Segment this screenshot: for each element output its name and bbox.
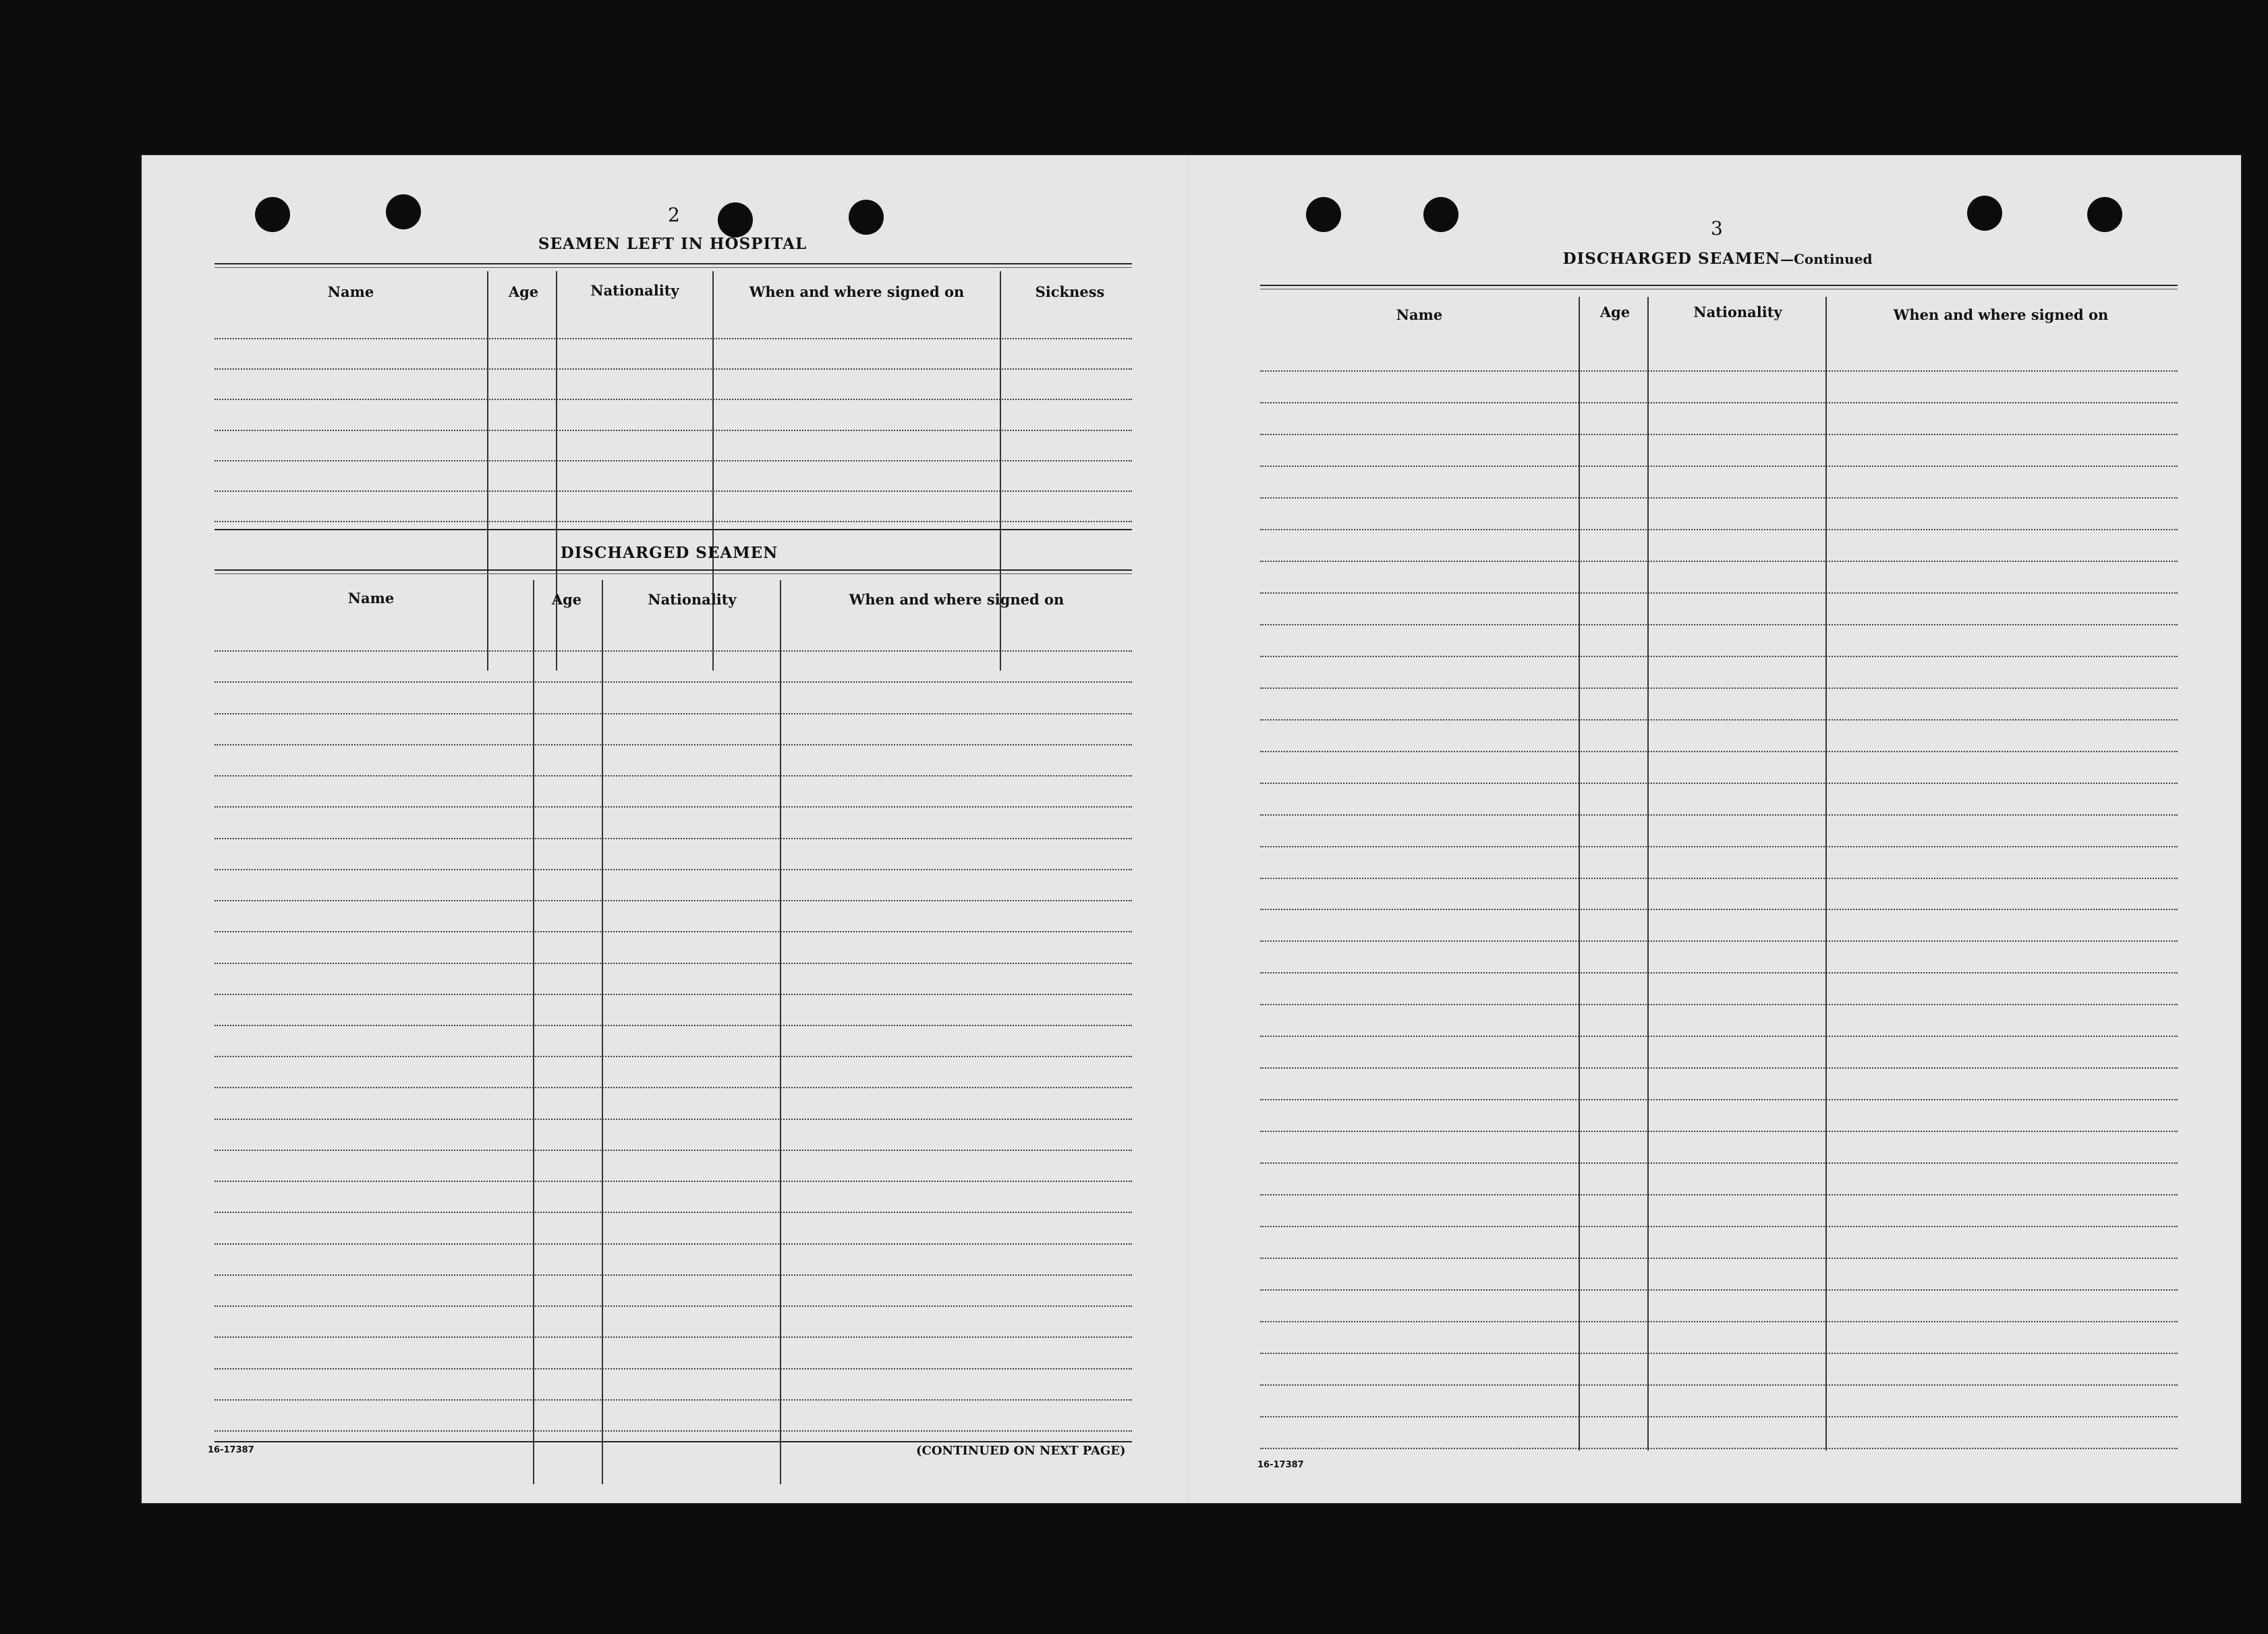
col-header-when-where: When and where signed on bbox=[849, 591, 1065, 608]
table-row-line bbox=[1260, 1384, 2178, 1386]
page-fold bbox=[1187, 155, 1189, 1503]
table-row-line bbox=[1260, 814, 2178, 816]
table-row-line bbox=[1260, 466, 2178, 467]
table-row-line bbox=[1260, 592, 2178, 594]
rule bbox=[215, 1441, 1132, 1442]
table-row-line bbox=[215, 1274, 1132, 1276]
table-row-line bbox=[215, 430, 1132, 431]
table-row-line bbox=[1260, 402, 2178, 403]
col-header-age: Age bbox=[508, 283, 539, 300]
table-row-line bbox=[1260, 1131, 2178, 1132]
table-row-line bbox=[215, 994, 1132, 995]
col-divider bbox=[533, 580, 534, 1484]
table-row-line bbox=[215, 1150, 1132, 1151]
table-row-line bbox=[1260, 846, 2178, 847]
col-header-when-where: When and where signed on bbox=[749, 283, 965, 300]
table-row-line bbox=[215, 1243, 1132, 1245]
table-row-line bbox=[1260, 1194, 2178, 1195]
table-row-line bbox=[215, 838, 1132, 839]
table-row-line bbox=[1260, 497, 2178, 499]
table-row-line bbox=[215, 869, 1132, 870]
table-row-line bbox=[1260, 1226, 2178, 1227]
table-row-line bbox=[215, 521, 1132, 522]
table-row-line bbox=[1260, 1162, 2178, 1164]
punch-hole bbox=[255, 197, 290, 232]
col-header-name: Name bbox=[1396, 306, 1443, 323]
col-divider bbox=[556, 271, 557, 671]
table-row-line bbox=[215, 806, 1132, 808]
table-row-line bbox=[215, 713, 1132, 714]
table-row-line bbox=[215, 1181, 1132, 1182]
col-header-when-where: When and where signed on bbox=[1893, 306, 2109, 323]
rule bbox=[215, 573, 1132, 574]
table-row-line bbox=[1260, 1289, 2178, 1291]
punch-hole bbox=[2087, 197, 2122, 232]
col-divider bbox=[1579, 297, 1580, 1450]
col-divider bbox=[780, 580, 781, 1484]
table-row-line bbox=[215, 338, 1132, 339]
table-row-line bbox=[215, 650, 1132, 652]
table-row-line bbox=[215, 1212, 1132, 1213]
table-row-line bbox=[215, 681, 1132, 683]
col-header-sickness: Sickness bbox=[1035, 283, 1105, 300]
table-row-line bbox=[1260, 878, 2178, 879]
table-row-line bbox=[1260, 972, 2178, 974]
table-row-line bbox=[215, 1368, 1132, 1370]
table-row-line bbox=[215, 1336, 1132, 1338]
page-number-right: 3 bbox=[1711, 217, 1723, 240]
col-header-age: Age bbox=[1599, 304, 1631, 320]
col-divider bbox=[487, 271, 488, 671]
form-sheet bbox=[142, 155, 2241, 1503]
table-row-line bbox=[215, 368, 1132, 370]
col-header-nationality: Nationality bbox=[1693, 304, 1782, 320]
discharged-seamen-continued-title bbox=[1563, 250, 1873, 268]
rule bbox=[215, 263, 1132, 264]
table-row-line bbox=[1260, 719, 2178, 721]
table-row-line bbox=[1260, 1067, 2178, 1069]
table-row-line bbox=[1260, 529, 2178, 530]
col-header-age: Age bbox=[551, 591, 582, 608]
table-row-line bbox=[1260, 656, 2178, 657]
table-row-line bbox=[215, 1025, 1132, 1026]
continued-note: (CONTINUED ON NEXT PAGE) bbox=[916, 1444, 1126, 1458]
page-number-left: 2 bbox=[668, 204, 680, 226]
col-divider bbox=[1647, 297, 1649, 1450]
punch-hole bbox=[1306, 197, 1341, 232]
col-divider bbox=[712, 271, 714, 671]
table-row-line bbox=[1260, 1416, 2178, 1417]
punch-hole bbox=[1423, 197, 1458, 232]
title-suffix: —Continued bbox=[1780, 251, 1873, 267]
table-row-line bbox=[1260, 370, 2178, 372]
table-row-line bbox=[1260, 1099, 2178, 1100]
seamen-left-in-hospital-title: SEAMEN LEFT IN HOSPITAL bbox=[538, 235, 807, 253]
table-row-line bbox=[215, 399, 1132, 400]
col-header-name: Name bbox=[327, 283, 374, 300]
table-row-line bbox=[215, 1305, 1132, 1307]
punch-hole bbox=[849, 200, 884, 235]
col-divider bbox=[1000, 271, 1001, 671]
table-row-line bbox=[215, 963, 1132, 964]
table-row-line bbox=[1260, 1321, 2178, 1322]
table-row-line bbox=[215, 1056, 1132, 1057]
table-row-line bbox=[1260, 1448, 2178, 1449]
rule bbox=[215, 529, 1132, 530]
table-row-line bbox=[215, 775, 1132, 777]
table-row-line bbox=[1260, 434, 2178, 435]
col-header-nationality: Nationality bbox=[590, 282, 679, 299]
table-row-line bbox=[1260, 687, 2178, 689]
table-row-line bbox=[1260, 624, 2178, 625]
form-number-right: 16-17387 bbox=[1257, 1460, 1304, 1470]
rule bbox=[1260, 285, 2178, 286]
col-header-name: Name bbox=[347, 590, 395, 607]
table-row-line bbox=[1260, 1004, 2178, 1005]
col-divider bbox=[602, 580, 603, 1484]
table-row-line bbox=[215, 931, 1132, 932]
table-row-line bbox=[1260, 940, 2178, 942]
table-row-line bbox=[1260, 783, 2178, 784]
punch-hole bbox=[386, 194, 421, 229]
punch-hole bbox=[718, 202, 753, 237]
table-row-line bbox=[215, 1399, 1132, 1401]
discharged-seamen-title: DISCHARGED SEAMEN bbox=[560, 544, 778, 562]
table-row-line bbox=[215, 460, 1132, 461]
table-row-line bbox=[215, 490, 1132, 492]
col-header-nationality: Nationality bbox=[648, 591, 737, 608]
rule bbox=[215, 267, 1132, 268]
table-row-line bbox=[1260, 1036, 2178, 1037]
table-row-line bbox=[215, 1087, 1132, 1088]
table-row-line bbox=[215, 1430, 1132, 1432]
table-row-line bbox=[1260, 561, 2178, 562]
table-row-line bbox=[215, 744, 1132, 745]
table-row-line bbox=[1260, 1353, 2178, 1354]
table-row-line bbox=[1260, 1258, 2178, 1259]
table-row-line bbox=[215, 1119, 1132, 1120]
table-row-line bbox=[215, 900, 1132, 901]
form-number-left: 16-17387 bbox=[208, 1445, 254, 1455]
table-row-line bbox=[1260, 751, 2178, 752]
col-divider bbox=[1825, 297, 1827, 1450]
table-row-line bbox=[1260, 909, 2178, 910]
rule bbox=[215, 569, 1132, 571]
title-text: DISCHARGED SEAMEN bbox=[1562, 250, 1780, 268]
punch-hole bbox=[1967, 196, 2002, 231]
